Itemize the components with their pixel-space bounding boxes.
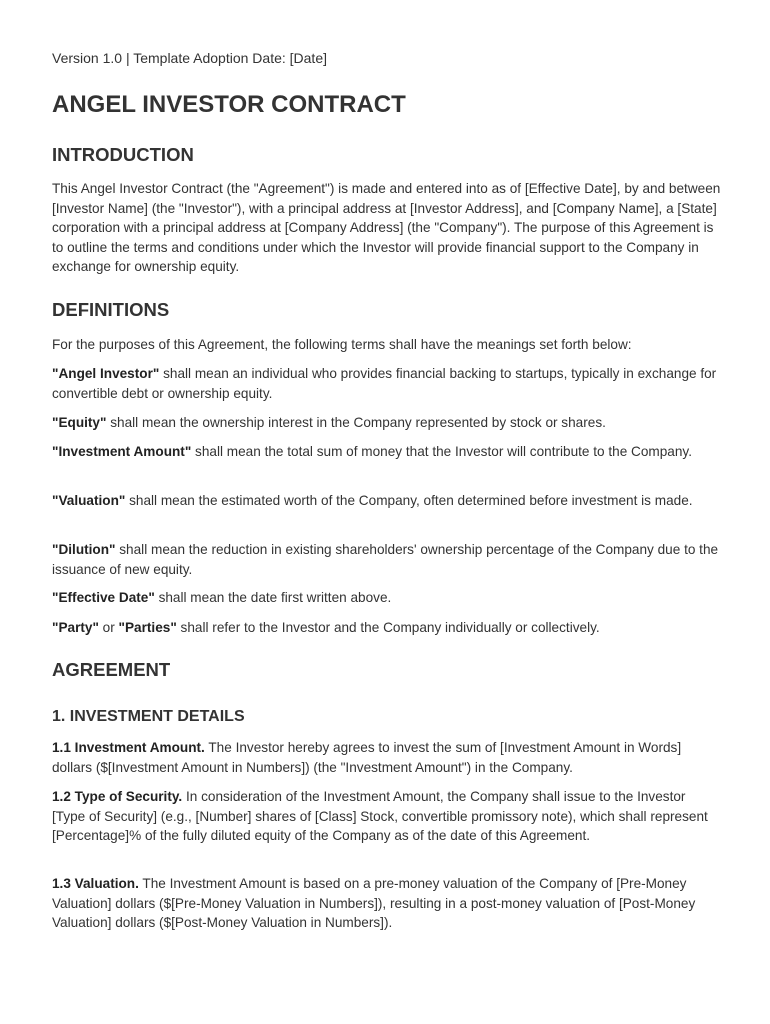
clause-1-2 <box>52 787 722 846</box>
definition-item <box>52 491 722 511</box>
definition-term: "Valuation" <box>52 493 126 508</box>
definition-term: "Angel Investor" <box>52 366 160 381</box>
definitions-intro: For the purposes of this Agreement, the following terms shall have the meanings set forth below: <box>52 337 632 352</box>
definition-text: shall mean the date first written above. <box>154 590 392 605</box>
definition-item-party <box>52 618 722 638</box>
section-1-heading: 1. INVESTMENT DETAILS <box>52 708 245 725</box>
clause-label: 1.1 Investment Amount. <box>52 740 205 755</box>
definition-item <box>52 364 722 403</box>
document-title: ANGEL INVESTOR CONTRACT <box>52 91 406 118</box>
definition-text: shall mean the estimated worth of the Company, often determined before investment is made. <box>125 493 693 508</box>
definition-term: "Investment Amount" <box>52 444 192 459</box>
clause-label: 1.2 Type of Security. <box>52 789 183 804</box>
clause-text: The Investor hereby agrees to invest the sum of [Investment Amount in Words] dollars ($[Investment Amount in Numbers]) (the "Investment Amount") in the Company. <box>52 740 682 775</box>
definition-item <box>52 588 722 608</box>
definition-term: "Dilution" <box>52 542 116 557</box>
definition-term: "Effective Date" <box>52 590 155 605</box>
introduction-heading: INTRODUCTION <box>52 144 194 165</box>
version-line: Version 1.0 | Template Adoption Date: [Date] <box>52 50 327 66</box>
definition-text: shall mean the total sum of money that the Investor will contribute to the Company. <box>191 444 692 459</box>
definitions-heading: DEFINITIONS <box>52 299 170 320</box>
definition-text: shall mean an individual who provides financial backing to startups, typically in exchange for convertible debt or ownership equity. <box>52 366 717 401</box>
clause-text: In consideration of the Investment Amount, the Company shall issue to the Investor [Type of Security] (e.g., [Number] shares of [Class] Stock, convertible promissory note), which shall represent [Percentage]% of the fully diluted equity of the Company as of the date of this Agreement. <box>52 789 708 844</box>
definition-text: shall refer to the Investor and the Company individually or collectively. <box>176 620 600 635</box>
definition-connector: or <box>98 620 119 635</box>
clause-text: The Investment Amount is based on a pre-money valuation of the Company of [Pre-Money Valuation] dollars ($[Pre-Money Valuation in Numbers]), resulting in a post-money valuation of [Post-Money Valuation] dollars ($[Post-Money Valuation in Numbers]). <box>52 876 696 931</box>
definition-term: "Parties" <box>118 620 177 635</box>
definition-item <box>52 413 722 433</box>
clause-1-3 <box>52 874 722 933</box>
introduction-paragraph: This Angel Investor Contract (the "Agreement") is made and entered into as of [Effective Date], by and between [Investor Name] (the "Investor"), with a principal address at [Investor Address], and [Company Name], a [State] corporation with a principal address at [Company Address] (the "Company"). The purpose of this Agreement is to outline the terms and conditions under which the Investor will provide financial support to the Company in exchange for ownership equity. <box>52 181 721 275</box>
agreement-heading: AGREEMENT <box>52 659 171 680</box>
definition-text: shall mean the reduction in existing shareholders' ownership percentage of the Company due to the issuance of new equity. <box>52 542 719 577</box>
clause-label: 1.3 Valuation. <box>52 876 139 891</box>
definition-term: "Party" <box>52 620 99 635</box>
definition-text: shall mean the ownership interest in the Company represented by stock or shares. <box>106 415 606 430</box>
definition-item <box>52 540 722 579</box>
definition-term: "Equity" <box>52 415 107 430</box>
definition-item <box>52 442 722 462</box>
clause-1-1 <box>52 738 722 777</box>
